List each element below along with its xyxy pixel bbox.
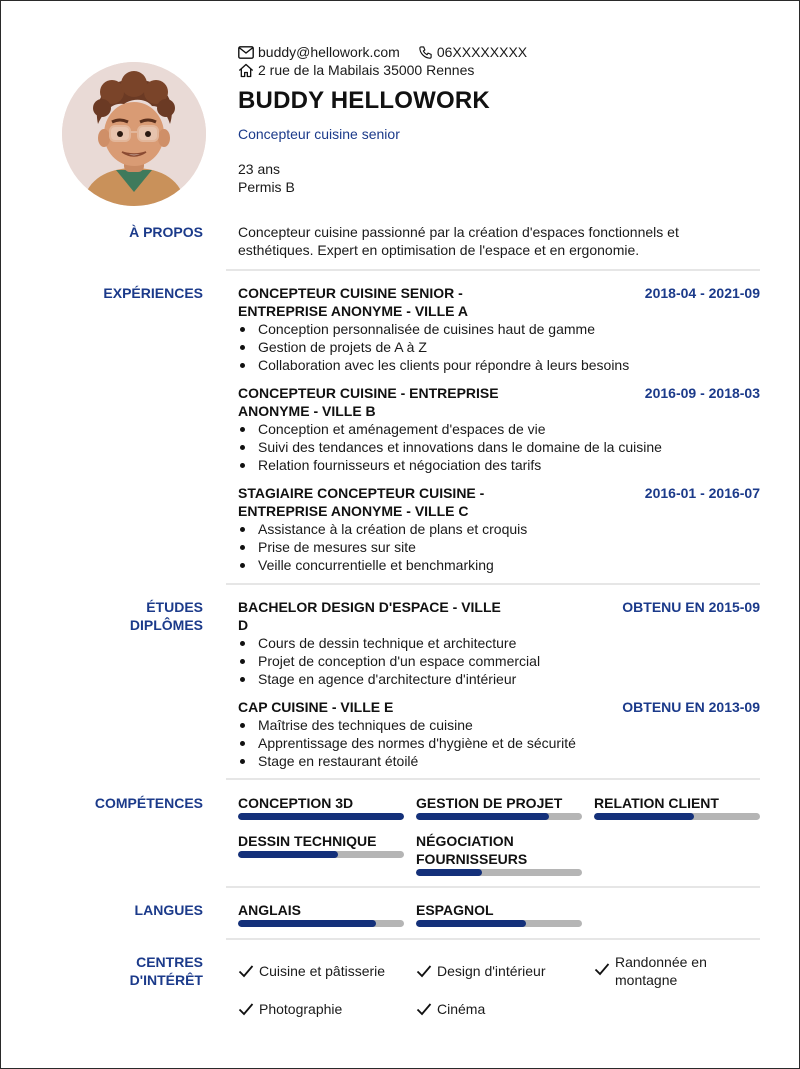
section-label-about: À PROPOS — [129, 224, 203, 240]
entry-date: OBTENU EN 2013-09 — [622, 699, 760, 715]
interest-text: Cinéma — [437, 1001, 486, 1017]
skill-bar — [238, 851, 404, 858]
list-item: Projet de conception d'un espace commercial — [238, 652, 760, 670]
personal-info — [238, 160, 295, 196]
divider — [226, 778, 760, 780]
section-label-education — [130, 598, 203, 634]
skill-item — [238, 794, 404, 820]
list-item: Conception personnalisée de cuisines haut de gamme — [238, 320, 760, 338]
skill-name: CONCEPTION 3D — [238, 795, 354, 811]
phone-item[interactable] — [418, 44, 527, 60]
interest-item — [238, 1000, 342, 1018]
skill-bar-fill — [238, 813, 404, 820]
list-item: Stage en restaurant étoilé — [238, 752, 760, 770]
job-title: Concepteur cuisine senior — [238, 126, 400, 142]
experience-entry — [238, 384, 760, 474]
list-item: Cours de dessin technique et architecture — [238, 634, 760, 652]
language-item — [416, 901, 582, 927]
section-label-languages: LANGUES — [134, 902, 203, 918]
language-bar-fill — [238, 920, 376, 927]
interest-text: Cuisine et pâtisserie — [259, 963, 386, 979]
list-item: Suivi des tendances et innovations dans le domaine de la cuisine — [238, 438, 760, 456]
skill-item — [238, 832, 404, 858]
skill-bar — [416, 869, 582, 876]
envelope-icon — [238, 46, 254, 59]
skill-bar — [594, 813, 760, 820]
entry-title: CONCEPTEUR CUISINE SENIOR - ENTREPRISE ANONYME - VILLE A — [238, 285, 468, 319]
section-label-line: ÉTUDES — [146, 599, 203, 615]
divider — [226, 269, 760, 271]
about-text: Concepteur cuisine passionné par la création d'espaces fonctionnels et esthétiques. Expert en optimisation de l'espace et en ergonomie. — [238, 224, 679, 258]
interest-text: Randonnée en montagne — [615, 954, 707, 988]
check-icon — [594, 962, 610, 976]
skill-name: GESTION DE PROJET — [416, 795, 563, 811]
interest-item — [416, 1000, 485, 1018]
skill-bar-fill — [416, 813, 549, 820]
contact-block — [238, 43, 545, 79]
entry-title: CONCEPTEUR CUISINE - ENTREPRISE ANONYME - VILLE B — [238, 385, 499, 419]
list-item: Apprentissage des normes d'hygiène et de sécurité — [238, 734, 760, 752]
list-item: Conception et aménagement d'espaces de vie — [238, 420, 760, 438]
list-item: Maîtrise des techniques de cuisine — [238, 716, 760, 734]
divider — [226, 583, 760, 585]
skill-bar-fill — [238, 851, 338, 858]
check-icon — [238, 964, 254, 978]
entry-date: 2018-04 - 2021-09 — [644, 285, 760, 301]
avatar — [62, 62, 206, 206]
section-label-interests — [130, 953, 203, 989]
language-item — [238, 901, 404, 927]
home-icon — [238, 63, 254, 78]
section-label-line: DIPLÔMES — [129, 617, 203, 633]
section-label-skills: COMPÉTENCES — [94, 795, 203, 811]
email-item[interactable] — [238, 44, 400, 60]
entry-date: 2016-09 - 2018-03 — [644, 385, 760, 401]
divider — [226, 938, 760, 940]
list-item: Collaboration avec les clients pour répondre à leurs besoins — [238, 356, 760, 374]
candidate-name: BUDDY HELLOWORK — [238, 87, 490, 114]
list-item: Gestion de projets de A à Z — [238, 338, 760, 356]
phone-text: 06XXXXXXXX — [436, 44, 528, 60]
section-label-experiences: EXPÉRIENCES — [103, 285, 203, 301]
language-bar — [238, 920, 404, 927]
language-bar — [416, 920, 582, 927]
email-text: buddy@hellowork.com — [258, 44, 400, 60]
skill-bar — [416, 813, 582, 820]
interest-item — [594, 953, 734, 989]
language-name: ANGLAIS — [238, 902, 301, 918]
experience-entry — [238, 484, 760, 574]
age: 23 ans — [238, 161, 281, 177]
language-name: ESPAGNOL — [416, 902, 494, 918]
driving-license: Permis B — [238, 179, 295, 195]
divider — [226, 886, 760, 888]
list-item: Relation fournisseurs et négociation des tarifs — [238, 456, 760, 474]
entry-title: BACHELOR DESIGN D'ESPACE - VILLE D — [238, 599, 501, 633]
list-item: Prise de mesures sur site — [238, 538, 760, 556]
list-item: Veille concurrentielle et benchmarking — [238, 556, 760, 574]
interest-item — [416, 962, 546, 980]
avatar-illustration — [62, 62, 206, 206]
interest-text: Design d'intérieur — [437, 963, 546, 979]
skill-bar — [238, 813, 404, 820]
list-item: Assistance à la création de plans et croquis — [238, 520, 760, 538]
section-label-line: D'INTÉRÊT — [129, 972, 203, 988]
check-icon — [416, 1002, 432, 1016]
skill-bar-fill — [416, 869, 482, 876]
skill-item — [416, 832, 582, 876]
list-item: Stage en agence d'architecture d'intérieur — [238, 670, 760, 688]
language-bar-fill — [416, 920, 526, 927]
check-icon — [416, 964, 432, 978]
skill-bar-fill — [594, 813, 694, 820]
entry-title: STAGIAIRE CONCEPTEUR CUISINE - ENTREPRISE ANONYME - VILLE C — [238, 485, 485, 519]
entry-date: OBTENU EN 2015-09 — [622, 599, 760, 615]
address-text: 2 rue de la Mabilais 35000 Rennes — [258, 62, 475, 78]
skill-item — [594, 794, 760, 820]
check-icon — [238, 1002, 254, 1016]
section-label-line: CENTRES — [136, 954, 203, 970]
entry-date: 2016-01 - 2016-07 — [644, 485, 760, 501]
interest-text: Photographie — [259, 1001, 343, 1017]
skill-name: DESSIN TECHNIQUE — [238, 833, 377, 849]
skill-name: RELATION CLIENT — [594, 795, 719, 811]
phone-icon — [418, 45, 433, 60]
address-item — [238, 62, 474, 78]
experience-entry — [238, 284, 760, 374]
education-entry — [238, 598, 760, 688]
entry-title: CAP CUISINE - VILLE E — [238, 699, 394, 715]
skill-item — [416, 794, 582, 820]
education-entry — [238, 698, 760, 770]
interest-item — [238, 962, 385, 980]
skill-name: NÉGOCIATION FOURNISSEURS — [416, 833, 528, 867]
